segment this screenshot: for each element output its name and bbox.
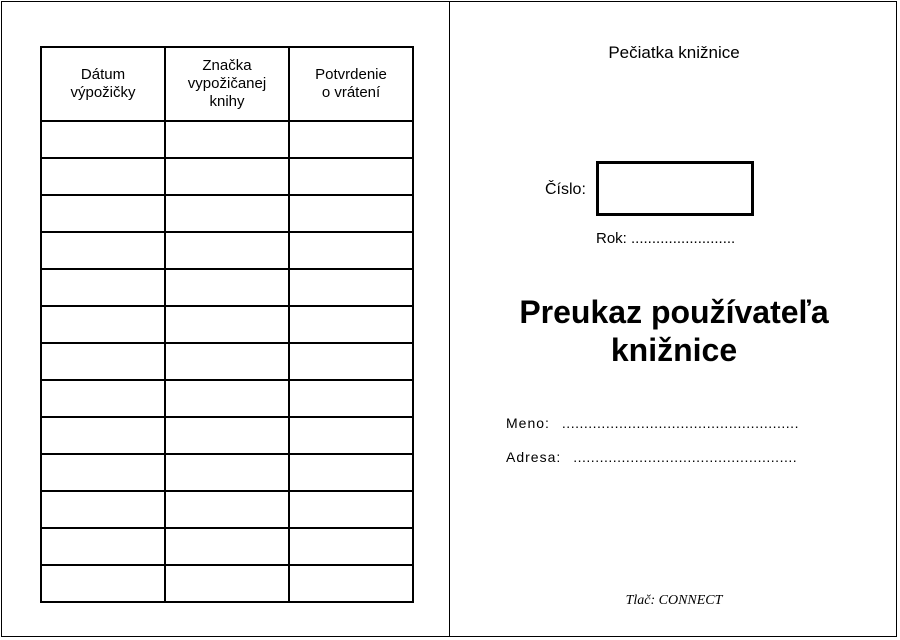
name-label: Meno: <box>506 415 550 431</box>
table-cell[interactable] <box>41 121 165 158</box>
table-cell[interactable] <box>41 491 165 528</box>
table-cell[interactable] <box>41 343 165 380</box>
address-dots: ................................................... <box>573 449 798 465</box>
printer-credit: Tlač: CONNECT <box>625 593 723 608</box>
table-cell[interactable] <box>165 121 289 158</box>
table-row <box>41 528 413 565</box>
table-cell[interactable] <box>165 343 289 380</box>
table-cell[interactable] <box>165 195 289 232</box>
table-cell[interactable] <box>41 454 165 491</box>
header-return-confirmation: Potvrdenie o vrátení <box>289 47 413 121</box>
table-cell[interactable] <box>165 491 289 528</box>
table-cell[interactable] <box>41 232 165 269</box>
card-number-label: Číslo: <box>545 181 586 198</box>
table-cell[interactable] <box>165 417 289 454</box>
year-label: Rok: <box>596 230 627 247</box>
library-stamp-label: Pečiatka knižnice <box>608 43 740 62</box>
table-row <box>41 343 413 380</box>
table-row <box>41 158 413 195</box>
table-row <box>41 195 413 232</box>
table-row <box>41 417 413 454</box>
address-label: Adresa: <box>506 449 562 465</box>
table-header-row <box>41 47 413 121</box>
table-row <box>41 380 413 417</box>
header-loan-date: Dátum výpožičky <box>41 47 165 121</box>
table-cell[interactable] <box>289 269 413 306</box>
table-cell[interactable] <box>165 454 289 491</box>
table-cell[interactable] <box>289 158 413 195</box>
card-title: Preukaz používateľa knižnice <box>519 294 829 368</box>
year-dots: ......................... <box>631 230 736 247</box>
table-cell[interactable] <box>165 380 289 417</box>
table-cell[interactable] <box>165 158 289 195</box>
table-row <box>41 121 413 158</box>
table-cell[interactable] <box>289 343 413 380</box>
table-cell[interactable] <box>41 195 165 232</box>
table-cell[interactable] <box>165 565 289 602</box>
table-cell[interactable] <box>41 565 165 602</box>
table-row <box>41 565 413 602</box>
table-cell[interactable] <box>289 380 413 417</box>
table-cell[interactable] <box>289 565 413 602</box>
table-row <box>41 306 413 343</box>
table-cell[interactable] <box>41 380 165 417</box>
table-row <box>41 491 413 528</box>
table-row <box>41 269 413 306</box>
name-field <box>506 415 799 431</box>
table-cell[interactable] <box>41 417 165 454</box>
table-cell[interactable] <box>289 306 413 343</box>
table-cell[interactable] <box>165 528 289 565</box>
table-cell[interactable] <box>289 491 413 528</box>
table-cell[interactable] <box>41 528 165 565</box>
header-book-code: Značka vypožičanej knihy <box>165 47 289 121</box>
table-cell[interactable] <box>41 306 165 343</box>
table-cell[interactable] <box>165 269 289 306</box>
table-cell[interactable] <box>289 417 413 454</box>
table-cell[interactable] <box>289 528 413 565</box>
table-row <box>41 232 413 269</box>
table-cell[interactable] <box>289 454 413 491</box>
year-line <box>596 230 735 247</box>
address-field <box>506 449 797 465</box>
table-cell[interactable] <box>41 269 165 306</box>
name-dots: ...................................................... <box>561 415 799 431</box>
table-row <box>41 454 413 491</box>
card-number-box[interactable] <box>596 161 754 216</box>
table-cell[interactable] <box>289 121 413 158</box>
table-cell[interactable] <box>289 232 413 269</box>
table-cell[interactable] <box>289 195 413 232</box>
table-cell[interactable] <box>165 232 289 269</box>
table-cell[interactable] <box>41 158 165 195</box>
table-cell[interactable] <box>165 306 289 343</box>
loan-record-table <box>40 46 414 603</box>
